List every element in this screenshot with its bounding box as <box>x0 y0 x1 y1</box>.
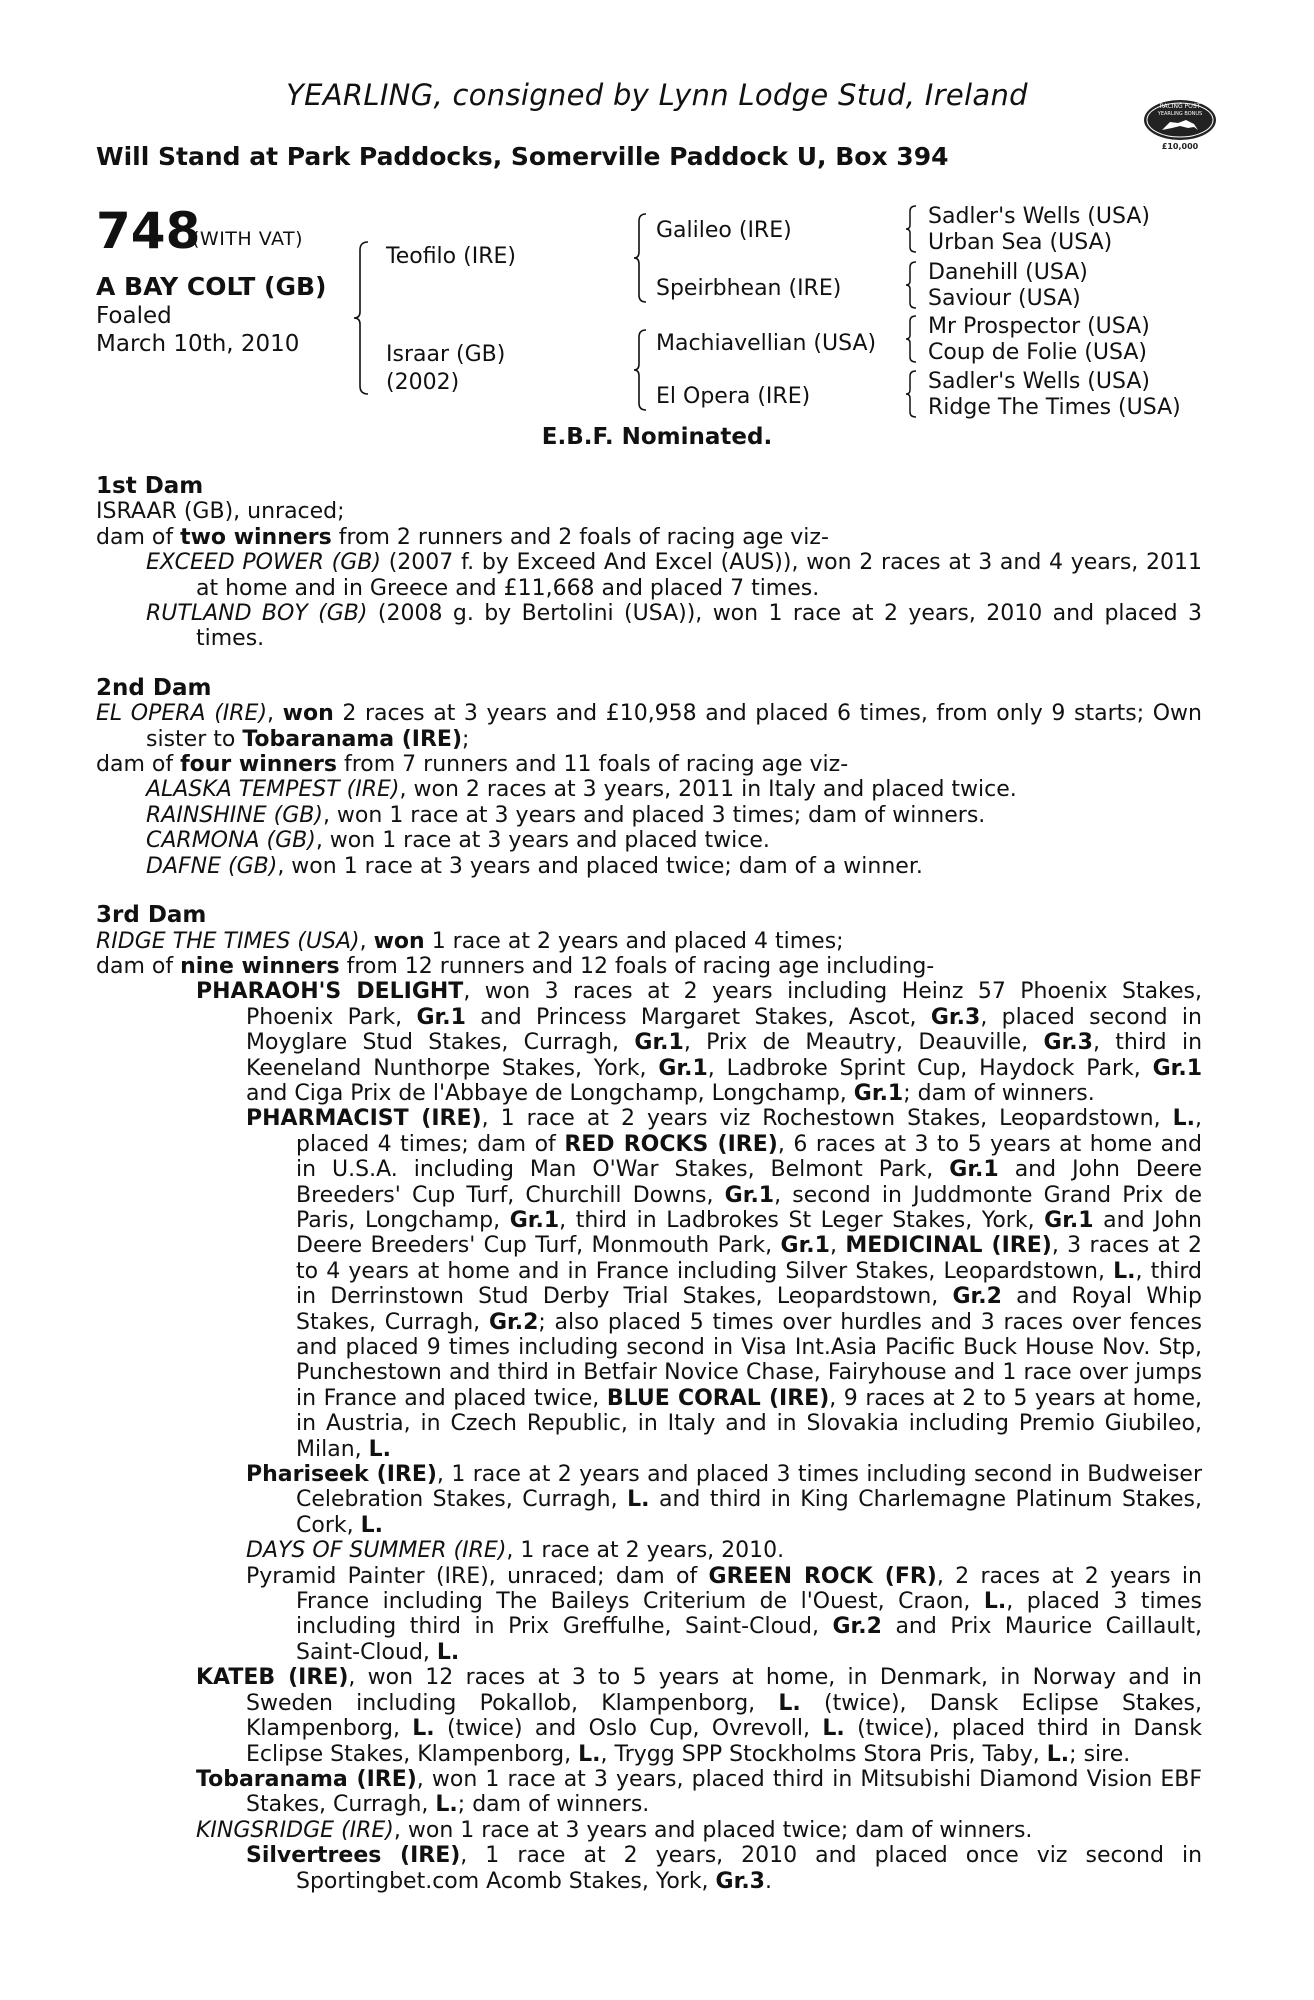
third-dam-line: RIDGE THE TIMES (USA), won 1 race at 2 years and placed 4 times; <box>96 928 844 954</box>
produce-entry: Tobaranama (IRE), won 1 race at 3 years, placed third in Mitsubishi Diamond Vision EBF Stakes, Curragh, L.; dam of winners. <box>196 1766 1202 1818</box>
pedigree-gen3-2: Urban Sea (USA) <box>928 230 1113 255</box>
produce-entry: DAYS OF SUMMER (IRE), 1 race at 2 years, 2010. <box>246 1538 785 1564</box>
dam-line-brace-icon <box>632 328 652 412</box>
pedigree-gen2-1: Galileo (IRE) <box>656 218 792 243</box>
first-dam-heading: 1st Dam <box>96 473 204 499</box>
produce-entry: Pyramid Painter (IRE), unraced; dam of GREEN ROCK (FR), 2 races at 2 years in France including The Baileys Criterium de l'Ouest, Craon, L., placed 3 times including third in Prix Greffulhe, Saint-Cloud, Gr.2 and Prix Maurice Caillault, Saint-Cloud, L. <box>246 1563 1202 1665</box>
foaled-label: Foaled <box>96 303 172 329</box>
pedigree-gen2-3: Machiavellian (USA) <box>656 331 877 356</box>
foaled-date: March 10th, 2010 <box>96 331 300 357</box>
pedigree-gen3-5: Mr Prospector (USA) <box>928 314 1150 339</box>
catalogue-body <box>96 474 1202 1894</box>
produce-entry: Phariseek (IRE), 1 race at 2 years and placed 3 times including second in Budweiser Celebration Stakes, Curragh, L. and third in King Charlemagne Platinum Stakes, Cork, L. <box>246 1462 1202 1538</box>
ebf-nomination: E.B.F. Nominated. <box>541 424 773 450</box>
first-dam-produce-summary: dam of two winners from 2 runners and 2 foals of racing age viz- <box>96 524 829 550</box>
page-title: YEARLING, consigned by Lynn Lodge Stud, Ireland <box>286 78 1028 112</box>
pedigree-gen2-2: Speirbhean (IRE) <box>656 276 842 301</box>
produce-entry: RAINSHINE (GB), won 1 race at 3 years and placed 3 times; dam of winners. <box>146 802 986 828</box>
pedigree-sire: Teofilo (IRE) <box>386 244 516 269</box>
stand-location: Will Stand at Park Paddocks, Somerville Paddock U, Box 394 <box>96 142 949 171</box>
lot-number: 748 <box>96 202 201 260</box>
sire-dam-brace-icon <box>352 240 374 396</box>
pedigree-gen2-4: El Opera (IRE) <box>656 384 811 409</box>
pedigree-dam-year: (2002) <box>386 370 460 395</box>
lot-description: A BAY COLT (GB) <box>96 272 327 301</box>
foaled-info <box>96 302 299 358</box>
produce-entry: DAFNE (GB), won 1 race at 3 years and placed twice; dam of a winner. <box>146 853 923 879</box>
yearling-bonus-badge-icon <box>1140 96 1220 152</box>
pedigree-gen3-8: Ridge The Times (USA) <box>928 395 1181 420</box>
pedigree-gen3-3: Danehill (USA) <box>928 260 1088 285</box>
gen3-brace-3-icon <box>904 314 920 364</box>
third-dam-heading: 3rd Dam <box>96 902 207 929</box>
produce-entry: KATEB (IRE), won 12 races at 3 to 5 years at home, in Denmark, in Norway and in Sweden including Pokallob, Klampenborg, L. (twice), Dansk Eclipse Stakes, Klampenborg, L. (twice) and Oslo Cup, Ovrevoll, L. (twice), placed third in Dansk Eclipse Stakes, Klampenborg, L., Trygg SPP Stockholms Stora Pris, Taby, L.; sire. <box>196 1665 1203 1767</box>
pedigree-dam: Israar (GB) <box>386 342 506 367</box>
produce-entry: PHARMACIST (IRE), 1 race at 2 years viz Rochestown Stakes, Leopardstown, L., placed 4 times; dam of RED ROCKS (IRE), 6 races at 3 to 5 years at home and in U.S.A. including Man O'War Stakes, Belmont Park, Gr.1 and John Deere Breeders' Cup Turf, Churchill Downs, Gr.1, second in Juddmonte Grand Prix de Paris, Longchamp, Gr.1, third in Ladbrokes St Leger Stakes, York, Gr.1 and John Deere Breeders' Cup Turf, Monmouth Park, Gr.1, MEDICINAL (IRE), 3 races at 2 to 4 years at home and in France including Silver Stakes, Leopardstown, L., third in Derrinstown Stud Derby Trial Stakes, Leopardstown, Gr.2 and Royal Whip Stakes, Curragh, Gr.2; also placed 5 times over hurdles and 3 races over fences and placed 9 times including second in Visa Int.Asia Pacific Buck House Nov. Stp, Punchestown and third in Betfair Novice Chase, Fairyhouse and 1 race over jumps in France and placed twice, BLUE CORAL (IRE), 9 races at 2 to 5 years at home, in Austria, in Czech Republic, in Italy and in Slovakia including Premio Giubileo, Milan, L. <box>246 1106 1203 1462</box>
produce-entry: PHARAOH'S DELIGHT, won 3 races at 2 years including Heinz 57 Phoenix Stakes, Phoenix Park, Gr.1 and Princess Margaret Stakes, Ascot, Gr.3, placed second in Moyglare Stud Stakes, Curragh, Gr.1, Prix de Meautry, Deauville, Gr.3, third in Keeneland Nunthorpe Stakes, York, Gr.1, Ladbroke Sprint Cup, Haydock Park, Gr.1 and Ciga Prix de l'Abbaye de Longchamp, Longchamp, Gr.1; dam of winners. <box>196 979 1203 1106</box>
vat-note: (WITH VAT) <box>192 228 304 250</box>
badge-top-text: RACING POST <box>1159 103 1201 110</box>
second-dam-line: EL OPERA (IRE), won 2 races at 3 years and £10,958 and placed 6 times, from only 9 starts; Own sister to Tobaranama (IRE); <box>96 701 1202 752</box>
sire-line-brace-icon <box>632 212 652 304</box>
first-dam-line: ISRAAR (GB), unraced; <box>96 499 345 525</box>
produce-entry: EXCEED POWER (GB) (2007 f. by Exceed And Excel (AUS)), won 2 races at 3 and 4 years, 2011 at home and in Greece and £11,668 and placed 7 times. <box>146 550 1202 601</box>
pedigree-gen3-7: Sadler's Wells (USA) <box>928 369 1150 394</box>
gen3-brace-2-icon <box>904 260 920 310</box>
pedigree-gen3-4: Saviour (USA) <box>928 286 1081 311</box>
produce-entry: RUTLAND BOY (GB) (2008 g. by Bertolini (USA)), won 1 race at 2 years, 2010 and placed 3 times. <box>146 601 1202 652</box>
produce-entry: Silvertrees (IRE), 1 race at 2 years, 2010 and placed once viz second in Sportingbet.com Acomb Stakes, York, Gr.3. <box>246 1843 1203 1894</box>
produce-entry: KINGSRIDGE (IRE), won 1 race at 3 years and placed twice; dam of winners. <box>196 1817 1033 1843</box>
badge-mid-text: YEARLING BONUS <box>1157 111 1203 117</box>
gen3-brace-4-icon <box>904 369 920 419</box>
second-dam-heading: 2nd Dam <box>96 674 212 701</box>
produce-entry: CARMONA (GB), won 1 race at 3 years and placed twice. <box>146 828 770 854</box>
pedigree-gen3-1: Sadler's Wells (USA) <box>928 204 1150 229</box>
badge-bottom-text: £10,000 <box>1161 142 1199 151</box>
third-dam-produce-summary: dam of nine winners from 12 runners and 12 foals of racing age including- <box>96 953 935 979</box>
second-dam-produce-summary: dam of four winners from 7 runners and 11 foals of racing age viz- <box>96 752 849 778</box>
gen3-brace-1-icon <box>904 204 920 254</box>
produce-entry: ALASKA TEMPEST (IRE), won 2 races at 3 years, 2011 in Italy and placed twice. <box>146 777 1017 803</box>
pedigree-gen3-6: Coup de Folie (USA) <box>928 340 1147 365</box>
